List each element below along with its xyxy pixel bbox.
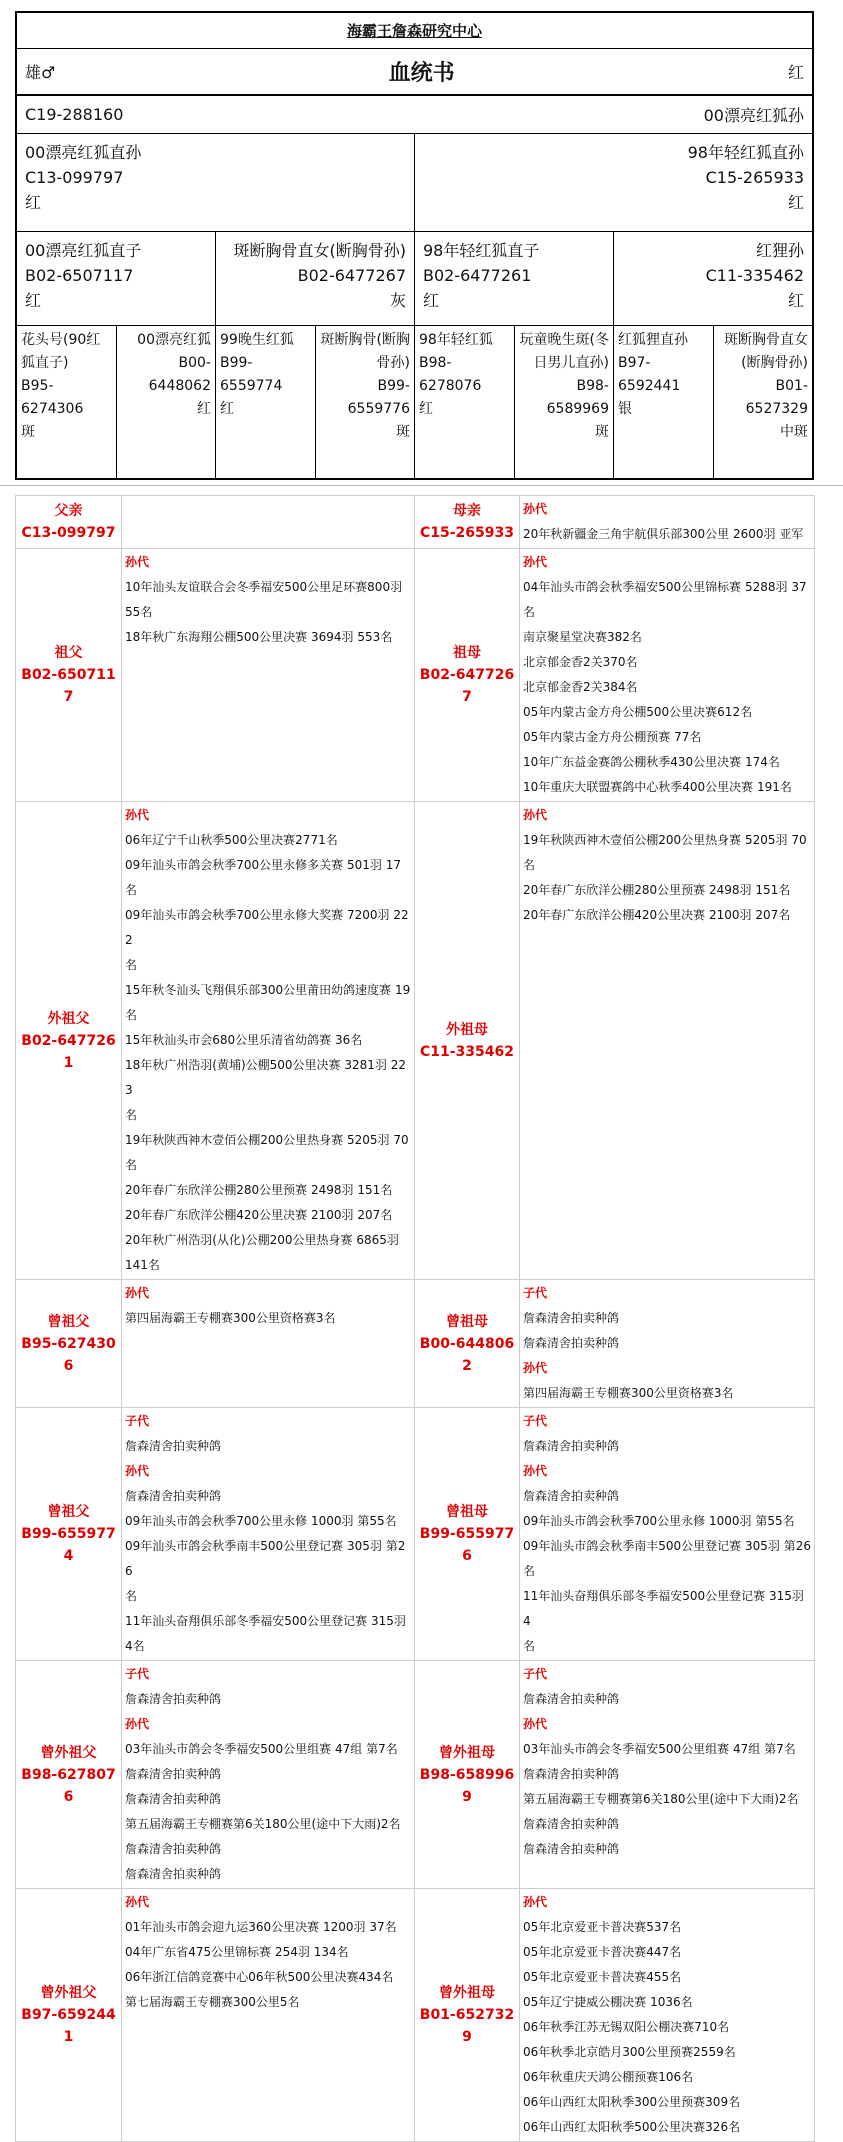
- table-row: [16, 802, 815, 1280]
- ggp-name: 99晚生红狐: [220, 332, 294, 348]
- ggp-ring: B98-6589969: [546, 378, 609, 417]
- record-line: 03年汕头市鸽会冬季福安500公里组赛 47组 第7名: [523, 1742, 796, 1756]
- ggp-ring: B00-6448062: [148, 355, 211, 394]
- subject-ring: C19-288160: [25, 105, 124, 124]
- pedigree-chart: [15, 11, 814, 480]
- grandparent-color: 灰: [389, 291, 406, 310]
- ggp-ring: B97-6592441: [618, 355, 681, 394]
- generation-label: 子代: [523, 1414, 548, 1428]
- ancestor-ring: B99-6559776: [419, 1526, 515, 1564]
- ggp-ring: B99-6559776: [347, 378, 410, 417]
- ancestor-name-cell: [16, 549, 122, 802]
- great-grandparents-row: [17, 326, 812, 478]
- ancestor-role: 曾外祖父: [40, 1985, 97, 2001]
- ancestor-role: 曾祖母: [446, 1504, 488, 1520]
- record-line: 詹森清舍拍卖种鸽: [523, 1692, 620, 1706]
- record-line: 第四届海霸王专棚赛300公里资格赛3名: [523, 1386, 734, 1400]
- subject-row: [17, 96, 812, 134]
- record-line: 06年秋季北京皓月300公里预赛2559名: [523, 2045, 736, 2059]
- grandparent-cell: [415, 232, 614, 325]
- ggp-color: 斑: [396, 424, 410, 440]
- record-line: 4名: [125, 1639, 145, 1653]
- ancestor-ring: B01-6527329: [419, 2007, 515, 2045]
- record-line: 10年重庆大联盟赛鸽中心秋季400公里决赛 191名: [523, 780, 792, 794]
- record-line: 詹森清舍拍卖种鸽: [523, 1842, 620, 1856]
- record-line: 名: [125, 1589, 138, 1603]
- record-line: 05年辽宁捷威公棚决赛 1036名: [523, 1995, 693, 2009]
- ggp-ring: B01-6527329: [745, 378, 808, 417]
- record-line: 20年春广东欣洋公棚280公里预赛 2498羽 151名: [125, 1183, 393, 1197]
- ggp-color: 银: [618, 401, 632, 417]
- record-line: 15年秋冬汕头飞翔俱乐部300公里莆田幼鸽速度赛 19: [125, 983, 411, 997]
- subject-name: 00漂亮红狐孙: [703, 106, 804, 125]
- record-line: 19年秋陕西神木壹佰公棚200公里热身赛 5205羽 70: [125, 1133, 409, 1147]
- record-line: 10年广东益金赛鸽公棚秋季430公里决赛 174名: [523, 755, 780, 769]
- record-line: 詹森清舍拍卖种鸽: [125, 1692, 222, 1706]
- generation-label: 孙代: [523, 808, 548, 822]
- table-row: [16, 1661, 815, 1889]
- grandparent-cell: [614, 232, 812, 325]
- performance-table-body: [16, 496, 815, 2142]
- grandparent-name: 98年轻红狐直子: [423, 241, 540, 260]
- generation-label: 子代: [125, 1414, 150, 1428]
- record-line: 141名: [125, 1258, 160, 1272]
- table-row: [16, 496, 815, 549]
- record-line: 09年汕头市鸽会秋季700公里永修多关赛 501羽 17名: [125, 858, 401, 897]
- great-grandparent-cell: [415, 326, 515, 478]
- ggp-color: 红: [419, 401, 433, 417]
- ancestor-record-cell: [520, 1408, 815, 1661]
- record-line: 詹森清舍拍卖种鸽: [523, 1489, 620, 1503]
- grandparent-ring: C11-335462: [705, 266, 804, 285]
- ancestor-ring: B00-6448062: [419, 1335, 515, 1374]
- record-line: 名: [523, 605, 536, 619]
- ggp-name: 红狐狸直孙: [618, 332, 688, 348]
- ggp-color: 红: [197, 401, 211, 417]
- record-line: 09年汕头市鸽会秋季700公里永修 1000羽 第55名: [523, 1514, 795, 1528]
- ancestor-name-cell: [415, 1408, 520, 1661]
- record-line: 55名: [125, 605, 153, 619]
- record-line: 名: [523, 1564, 536, 1578]
- ancestor-name-cell: [16, 1661, 122, 1889]
- grandparents-row: [17, 232, 812, 326]
- ggp-name: 玩童晚生斑(冬日男儿直孙): [519, 332, 609, 371]
- record-line: 詹森清舍拍卖种鸽: [125, 1792, 222, 1806]
- grandparent-name: 红狸孙: [755, 241, 804, 260]
- record-line: 05年北京爱亚卡普决赛455名: [523, 1970, 682, 1984]
- record-line: 10年汕头友谊联合会冬季福安500公里足环赛800羽: [125, 580, 403, 594]
- great-grandparent-cell: [714, 326, 813, 478]
- record-line: 15年秋汕头市会680公里乐清省幼鸽赛 36名: [125, 1033, 363, 1047]
- section-divider: [0, 485, 843, 486]
- record-line: 05年内蒙古金方舟公棚预赛 77名: [523, 730, 702, 744]
- generation-label: 孙代: [523, 502, 548, 516]
- ancestor-name-cell: [415, 1661, 520, 1889]
- record-line: 詹森清舍拍卖种鸽: [523, 1336, 620, 1350]
- record-line: 03年汕头市鸽会冬季福安500公里组赛 47组 第7名: [125, 1742, 398, 1756]
- record-line: 09年汕头市鸽会秋季南丰500公里登记赛 305羽 第26: [125, 1539, 406, 1578]
- great-grandparent-cell: [216, 326, 316, 478]
- record-line: 詹森清舍拍卖种鸽: [125, 1489, 222, 1503]
- record-line: 09年汕头市鸽会秋季700公里永修 1000羽 第55名: [125, 1514, 397, 1528]
- grandparent-ring: B02-6507117: [25, 266, 134, 285]
- table-row: [16, 1889, 815, 2142]
- ancestor-role: 外祖父: [47, 1010, 90, 1027]
- ancestor-name-cell: [415, 1889, 520, 2142]
- ggp-name: 斑断胸骨(断胸骨孙): [320, 332, 410, 371]
- record-line: 名: [125, 1008, 138, 1022]
- record-line: 詹森清舍拍卖种鸽: [125, 1842, 222, 1856]
- sire-color: 红: [25, 193, 42, 212]
- ancestor-record-cell: [122, 496, 415, 549]
- ancestor-name-cell: [16, 1408, 122, 1661]
- ggp-color: 中斑: [780, 424, 808, 440]
- grandparent-cell: [17, 232, 216, 325]
- ggp-name: 斑断胸骨直女(断胸骨孙): [724, 332, 808, 371]
- record-line: 20年秋广州浩羽(从化)公棚200公里热身赛 6865羽: [125, 1233, 399, 1247]
- record-line: 南京聚星堂决赛382名: [523, 630, 642, 644]
- record-line: 06年秋重庆天鸿公棚预赛106名: [523, 2070, 694, 2084]
- generation-label: 孙代: [125, 1717, 150, 1731]
- record-line: 詹森清舍拍卖种鸽: [125, 1867, 222, 1881]
- grandparent-name: 斑断胸骨直女(断胸骨孙): [233, 241, 406, 260]
- ggp-color: 斑: [595, 424, 609, 440]
- dam-cell: [415, 134, 812, 231]
- dam-name: 98年轻红狐直孙: [687, 143, 804, 162]
- great-grandparent-cell: [117, 326, 217, 478]
- ancestor-role: 父亲: [54, 503, 83, 519]
- ggp-ring: B99-6559774: [220, 355, 283, 394]
- record-line: 第五届海霸王专棚赛第6关180公里(途中下大雨)2名: [125, 1817, 401, 1831]
- ggp-name: 98年轻红狐: [419, 332, 493, 348]
- ancestor-ring: B98-6589969: [419, 1766, 515, 1805]
- record-line: 04年汕头市鸽会秋季福安500公里锦标赛 5288羽 37: [523, 580, 807, 594]
- ancestor-record-cell: [520, 1661, 815, 1889]
- record-line: 詹森清舍拍卖种鸽: [125, 1767, 222, 1781]
- grandparent-color: 红: [25, 291, 42, 310]
- ancestor-name-cell: [415, 549, 520, 802]
- record-line: 第七届海霸王专棚赛300公里5名: [125, 1995, 300, 2009]
- table-row: [16, 1280, 815, 1408]
- ancestor-ring: C13-099797: [21, 525, 116, 541]
- ancestor-record-cell: [520, 496, 815, 549]
- record-line: 20年春广东欣洋公棚420公里决赛 2100羽 207名: [125, 1208, 393, 1222]
- record-line: 名: [125, 1158, 138, 1172]
- ancestor-name-cell: [16, 1889, 122, 2142]
- generation-label: 孙代: [523, 1361, 548, 1375]
- ancestor-role: 曾外祖母: [439, 1985, 495, 2001]
- org-name: 海霸王詹森研究中心: [346, 22, 482, 40]
- ancestor-role: 曾外祖父: [40, 1744, 97, 1761]
- ancestor-role: 祖父: [54, 645, 83, 661]
- record-line: 北京郁金香2关384名: [523, 680, 638, 694]
- ancestor-role: 祖母: [453, 645, 481, 661]
- record-line: 第五届海霸王专棚赛第6关180公里(途中下大雨)2名: [523, 1792, 799, 1806]
- generation-label: 孙代: [125, 1286, 150, 1300]
- ancestor-name-cell: [415, 496, 520, 549]
- ancestor-ring: C11-335462: [419, 1043, 514, 1060]
- ancestor-ring: B97-6592441: [21, 2007, 116, 2045]
- record-line: 詹森清舍拍卖种鸽: [523, 1817, 620, 1831]
- record-line: 06年山西红太阳秋季300公里预赛309名: [523, 2095, 741, 2109]
- generation-label: 孙代: [125, 555, 150, 569]
- record-line: 05年北京爱亚卡普决赛537名: [523, 1920, 682, 1934]
- parents-row: [17, 134, 812, 232]
- ancestor-ring: B02-6477261: [21, 1032, 116, 1071]
- record-line: 名: [125, 958, 138, 972]
- ggp-color: 红: [220, 401, 234, 417]
- ancestor-ring: B02-6477267: [419, 667, 515, 705]
- record-line: 11年汕头奋翔俱乐部冬季福安500公里登记赛 315羽 4: [523, 1589, 804, 1628]
- ancestor-role: 外祖母: [446, 1021, 488, 1038]
- great-grandparent-cell: [614, 326, 714, 478]
- ancestor-name-cell: [16, 496, 122, 549]
- ancestor-ring: B99-6559774: [21, 1526, 116, 1564]
- record-line: 第四届海霸王专棚赛300公里资格赛3名: [125, 1311, 336, 1325]
- page-title: 血统书: [388, 61, 455, 86]
- generation-label: 孙代: [523, 1895, 548, 1909]
- generation-label: 孙代: [523, 1464, 548, 1478]
- record-line: 05年内蒙古金方舟公棚500公里决赛612名: [523, 705, 753, 719]
- record-line: 詹森清舍拍卖种鸽: [523, 1311, 620, 1325]
- generation-label: 子代: [523, 1667, 548, 1681]
- record-line: 名: [523, 858, 536, 872]
- ancestor-ring: B95-6274306: [21, 1335, 116, 1374]
- sire-name: 00漂亮红狐直孙: [25, 143, 142, 162]
- record-line: 09年汕头市鸽会秋季南丰500公里登记赛 305羽 第26: [523, 1539, 811, 1553]
- grandparent-color: 红: [423, 291, 440, 310]
- record-line: 名: [523, 1639, 536, 1653]
- ancestor-role: 曾祖父: [47, 1504, 90, 1520]
- ancestor-record-cell: [520, 802, 815, 1280]
- ggp-ring: B95-6274306: [21, 378, 84, 417]
- ancestor-record-cell: [122, 549, 415, 802]
- performance-table: [15, 495, 815, 2142]
- great-grandparent-cell: [316, 326, 416, 478]
- table-row: [16, 1408, 815, 1661]
- record-line: 18年秋广东海翔公棚500公里决赛 3694羽 553名: [125, 630, 393, 644]
- grandparent-name: 00漂亮红狐直子: [25, 241, 142, 260]
- generation-label: 孙代: [523, 555, 548, 569]
- record-line: 09年汕头市鸽会秋季700公里永修大奖赛 7200羽 222: [125, 908, 409, 947]
- record-line: 詹森清舍拍卖种鸽: [523, 1767, 620, 1781]
- record-line: 20年春广东欣洋公棚420公里决赛 2100羽 207名: [523, 908, 791, 922]
- record-line: 19年秋陕西神木壹佰公棚200公里热身赛 5205羽 70: [523, 833, 807, 847]
- ancestor-ring: C15-265933: [419, 525, 514, 541]
- ancestor-record-cell: [520, 549, 815, 802]
- record-line: 01年汕头市鸽会迎九运360公里决赛 1200羽 37名: [125, 1920, 397, 1934]
- table-row: [16, 549, 815, 802]
- generation-label: 孙代: [125, 808, 150, 822]
- record-line: 06年浙江信鸽竞赛中心06年秋500公里决赛434名: [125, 1970, 394, 1984]
- ancestor-ring: B98-6278076: [21, 1766, 116, 1805]
- ggp-ring: B98-6278076: [419, 355, 482, 394]
- ancestor-role: 曾祖父: [47, 1313, 90, 1330]
- ancestor-record-cell: [122, 802, 415, 1280]
- generation-label: 孙代: [125, 1895, 150, 1909]
- grandparent-ring: B02-6477267: [297, 266, 406, 285]
- record-line: 北京郁金香2关370名: [523, 655, 638, 669]
- ancestor-name-cell: [16, 1280, 122, 1408]
- dam-color: 红: [787, 193, 804, 212]
- record-line: 04年广东省475公里锦标赛 254羽 134名: [125, 1945, 349, 1959]
- record-line: 06年山西红太阳秋季500公里决赛326名: [523, 2120, 741, 2134]
- ggp-color: 斑: [21, 424, 35, 440]
- grandparent-cell: [216, 232, 415, 325]
- ancestor-ring: B02-6507117: [21, 667, 116, 705]
- subject-color: 红: [787, 63, 804, 82]
- ancestor-record-cell: [122, 1280, 415, 1408]
- ancestor-role: 曾外祖母: [439, 1744, 495, 1761]
- generation-label: 孙代: [523, 1717, 548, 1731]
- record-line: 20年秋新疆金三角宇航俱乐部300公里 2600羽 亚军: [523, 527, 804, 541]
- ancestor-record-cell: [520, 1280, 815, 1408]
- generation-label: 子代: [125, 1667, 150, 1681]
- record-line: 06年秋季江苏无锡双阳公棚决赛710名: [523, 2020, 730, 2034]
- ancestor-role: 母亲: [453, 503, 481, 519]
- ancestor-role: 曾祖母: [446, 1313, 488, 1330]
- record-line: 20年春广东欣洋公棚280公里预赛 2498羽 151名: [523, 883, 791, 897]
- record-line: 詹森清舍拍卖种鸽: [523, 1439, 620, 1453]
- ancestor-name-cell: [415, 802, 520, 1280]
- grandparent-color: 红: [787, 291, 804, 310]
- ggp-name: 花头号(90红狐直子): [21, 332, 101, 371]
- generation-label: 孙代: [125, 1464, 150, 1478]
- record-line: 05年北京爱亚卡普决赛447名: [523, 1945, 682, 1959]
- sire-cell: [17, 134, 415, 231]
- record-line: 詹森清舍拍卖种鸽: [125, 1439, 222, 1453]
- record-line: 名: [125, 1108, 138, 1122]
- record-line: 06年辽宁千山秋季500公里决赛2771名: [125, 833, 338, 847]
- sex-label: 雄♂: [25, 63, 56, 82]
- dam-ring: C15-265933: [705, 168, 804, 187]
- org-header: [17, 13, 812, 49]
- grandparent-ring: B02-6477261: [423, 266, 532, 285]
- record-line: 18年秋广州浩羽(黄埔)公棚500公里决赛 3281羽 223: [125, 1058, 406, 1097]
- ggp-name: 00漂亮红狐: [137, 332, 211, 348]
- title-row: [17, 49, 812, 96]
- great-grandparent-cell: [515, 326, 615, 478]
- ancestor-name-cell: [16, 802, 122, 1280]
- sire-ring: C13-099797: [25, 168, 124, 187]
- record-line: 11年汕头奋翔俱乐部冬季福安500公里登记赛 315羽: [125, 1614, 406, 1628]
- ancestor-record-cell: [122, 1661, 415, 1889]
- ancestor-record-cell: [520, 1889, 815, 2142]
- ancestor-record-cell: [122, 1408, 415, 1661]
- ancestor-name-cell: [415, 1280, 520, 1408]
- generation-label: 子代: [523, 1286, 548, 1300]
- ancestor-record-cell: [122, 1889, 415, 2142]
- great-grandparent-cell: [17, 326, 117, 478]
